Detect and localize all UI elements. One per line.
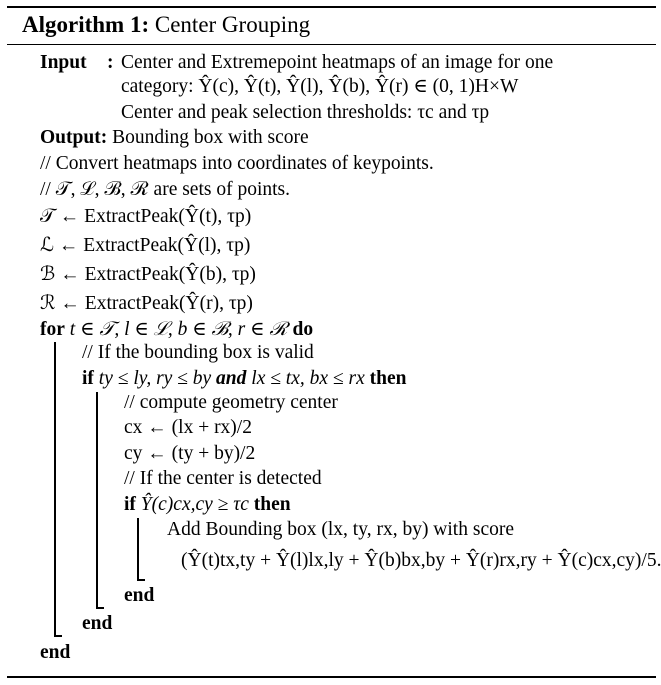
top-rule (7, 6, 656, 8)
input-line-2 (121, 76, 518, 98)
if-keyword: if (82, 368, 94, 389)
assign-cx: cx ← (lx + rx)/2 (124, 417, 252, 438)
end-if-center: end (124, 585, 155, 606)
do-keyword: do (292, 319, 314, 340)
end-if-valid: end (82, 613, 113, 634)
comment-valid: // If the bounding box is valid (82, 342, 314, 363)
input-keyword: Input (40, 52, 87, 73)
end-for: end (40, 642, 71, 663)
for-block-bar (54, 342, 56, 636)
if-valid-cond-b: lx ≤ tx, bx ≤ rx (251, 368, 365, 389)
if-center-block-tick (137, 579, 145, 581)
input-line-3: Center and peak selection thresholds: τc and τp (121, 102, 490, 123)
for-line (40, 319, 313, 341)
comment-sets: // 𝒯, ℒ, ℬ, ℛ are sets of points. (40, 179, 291, 200)
for-condition: t ∈ 𝒯, l ∈ ℒ, b ∈ ℬ, r ∈ ℛ (69, 319, 288, 340)
input-line-2-text: category: Ŷ(c), Ŷ(t), Ŷ(l), Ŷ(b), Ŷ(r) ∈ (0, 1)H×W (121, 76, 519, 97)
if-center-block-bar (137, 518, 139, 580)
then-center-keyword: then (253, 494, 291, 515)
title-rule (7, 44, 656, 45)
bottom-rule (7, 676, 656, 678)
comment-detected: // If the center is detected (124, 468, 322, 489)
and-keyword: and (216, 368, 247, 389)
if-valid-cond-a: ty ≤ ly, ry ≤ by (98, 368, 212, 389)
if-valid-line (82, 368, 406, 390)
assign-top: 𝒯 ← ExtractPeak(Ŷ(t), τp) (40, 206, 252, 227)
add-bbox-line: Add Bounding box (lx, ty, rx, by) with score (167, 519, 514, 540)
output-line (40, 127, 309, 149)
assign-cy: cy ← (ty + by)/2 (124, 443, 256, 464)
input-line-1: Center and Extremepoint heatmaps of an image for one (121, 52, 554, 73)
comment-geometry: // compute geometry center (124, 392, 338, 413)
input-colon: : (107, 52, 114, 73)
algorithm-label: Algorithm 1: (22, 12, 150, 37)
comment-convert: // Convert heatmaps into coordinates of keypoints. (40, 153, 434, 174)
for-block-tick (54, 635, 62, 637)
if-valid-block-tick (96, 607, 104, 609)
if-center-keyword: if (124, 494, 136, 515)
score-formula-line: (Ŷ(t)tx,ty + Ŷ(l)lx,ly + Ŷ(b)bx,by + Ŷ(r)rx,ry + Ŷ(c)cx,cy)/5. (181, 550, 661, 571)
if-center-line (124, 494, 291, 516)
output-keyword: Output: (40, 127, 108, 148)
if-valid-block-bar (96, 392, 98, 608)
assign-left: ℒ ← ExtractPeak(Ŷ(l), τp) (40, 235, 251, 256)
assign-right: ℛ ← ExtractPeak(Ŷ(r), τp) (40, 293, 253, 314)
algorithm-title (22, 12, 310, 38)
algorithm-name: Center Grouping (154, 12, 311, 37)
then-keyword: then (369, 368, 407, 389)
output-text: Bounding box with score (112, 127, 309, 148)
assign-bottom: ℬ ← ExtractPeak(Ŷ(b), τp) (40, 264, 256, 285)
if-center-cond: Ŷ(c)cx,cy ≥ τc (140, 494, 249, 515)
for-keyword: for (40, 319, 65, 340)
